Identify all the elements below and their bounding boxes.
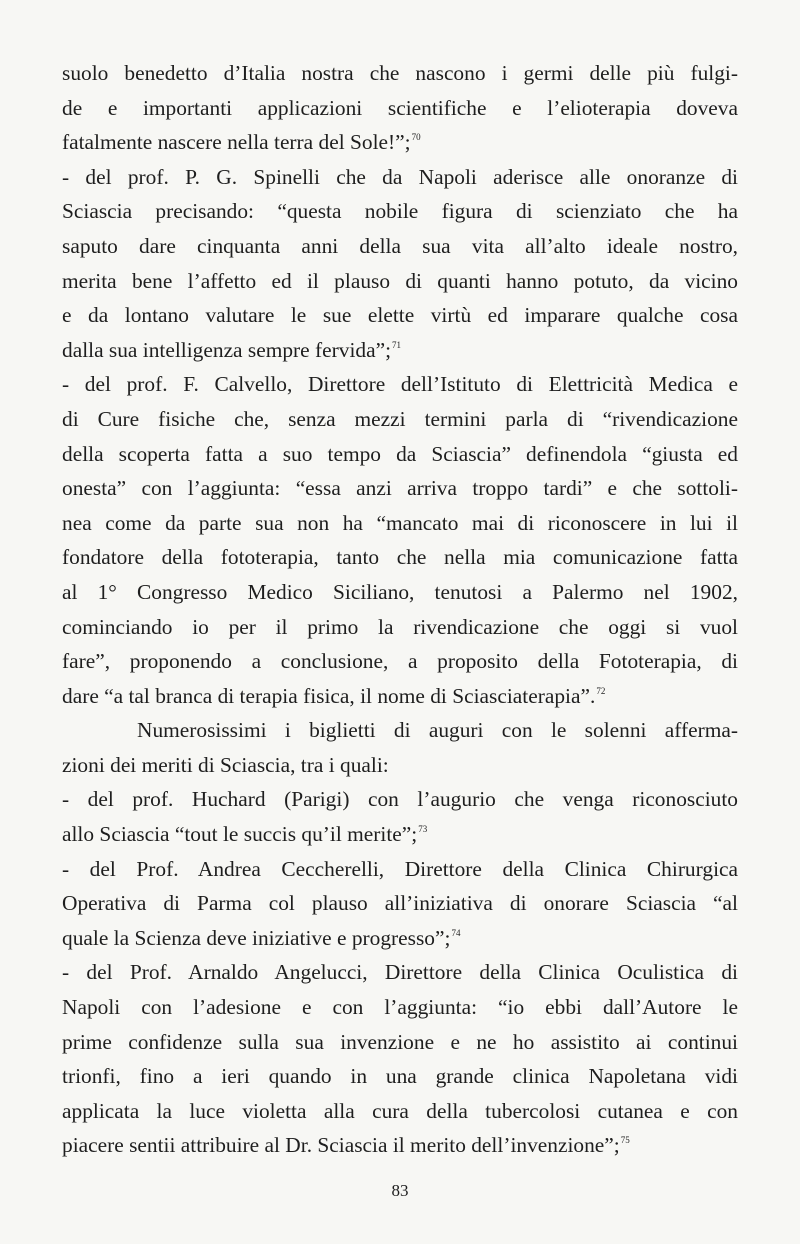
text-line	[62, 679, 738, 714]
footnote-ref: 71	[392, 339, 402, 350]
text-line	[62, 229, 738, 264]
line-text: saputo dare cinquanta anni della sua vita all’alto ideale nostro,	[62, 233, 738, 258]
text-line	[62, 644, 738, 679]
line-text: fare”, proponendo a conclusione, a proposito della Fototerapia, di	[62, 649, 738, 674]
line-text: fatalmente nascere nella terra del Sole!”;	[62, 130, 411, 155]
text-line	[62, 1128, 738, 1163]
line-text: de e importanti applicazioni scientifiche e l’elioterapia doveva	[62, 95, 738, 120]
line-text: di Cure fisiche che, senza mezzi termini parla di “rivendicazione	[62, 406, 738, 431]
text-line	[62, 56, 738, 91]
text-line	[62, 748, 738, 783]
line-text: onesta” con l’aggiunta: “essa anzi arriva troppo tardi” e che sottoli-	[62, 476, 738, 501]
text-line	[62, 1059, 738, 1094]
line-text: allo Sciascia “tout le succis qu’il merite”;	[62, 822, 418, 847]
text-line	[62, 1094, 738, 1129]
line-text: merita bene l’affetto ed il plauso di quanti hanno potuto, da vicino	[62, 268, 738, 293]
text-line	[62, 817, 738, 852]
line-text: applicata la luce violetta alla cura della tubercolosi cutanea e con	[62, 1098, 738, 1123]
line-text: trionfi, fino a ieri quando in una grande clinica Napoletana vidi	[62, 1064, 738, 1089]
text-line	[62, 298, 738, 333]
text-line	[62, 990, 738, 1025]
line-text: zioni dei meriti di Sciascia, tra i quali:	[62, 752, 389, 777]
text-line	[62, 125, 738, 160]
page-number: 83	[391, 1181, 409, 1200]
line-text: - del prof. F. Calvello, Direttore dell’Istituto di Elettricità Medica e	[62, 372, 738, 397]
text-line	[62, 194, 738, 229]
line-text: e da lontano valutare le sue elette virtù ed imparare qualche cosa	[62, 303, 738, 328]
line-text: suolo benedetto d’Italia nostra che nascono i germi delle più fulgi-	[62, 61, 738, 85]
line-text: prime confidenze sulla sua invenzione e ne ho assistito ai continui	[62, 1029, 738, 1054]
line-text: - del Prof. Arnaldo Angelucci, Direttore della Clinica Oculistica di	[62, 960, 738, 985]
text-line	[62, 437, 738, 472]
text-line	[62, 610, 738, 645]
line-text: piacere sentii attribuire al Dr. Sciascia il merito dell’invenzione”;	[62, 1133, 620, 1158]
text-line	[62, 713, 738, 748]
text-line	[62, 955, 738, 990]
footnote-ref: 73	[418, 824, 428, 835]
text-line	[62, 367, 738, 402]
line-text: dalla sua intelligenza sempre fervida”;	[62, 337, 392, 362]
text-line	[62, 1025, 738, 1060]
footnote-ref: 70	[411, 132, 421, 143]
line-text: - del prof. Huchard (Parigi) con l’augurio che venga riconosciuto	[62, 787, 738, 812]
line-text: - del prof. P. G. Spinelli che da Napoli aderisce alle onoranze di	[62, 164, 738, 189]
text-line	[62, 506, 738, 541]
line-text: quale la Scienza deve iniziative e progresso”;	[62, 925, 451, 950]
text-line	[62, 91, 738, 126]
text-line	[62, 264, 738, 299]
line-text: Napoli con l’adesione e con l’aggiunta: “io ebbi dall’Autore le	[62, 995, 738, 1020]
line-text: della scoperta fatta a suo tempo da Sciascia” definendola “giusta ed	[62, 441, 738, 466]
text-line	[62, 575, 738, 610]
line-text: fondatore della fototerapia, tanto che nella mia comunicazione fatta	[62, 545, 738, 570]
line-text: nea come da parte sua non ha “mancato mai di riconoscere in lui il	[62, 510, 738, 535]
line-text: dare “a tal branca di terapia fisica, il nome di Sciasciaterapia”.	[62, 683, 596, 708]
text-line	[62, 402, 738, 437]
line-text: - del Prof. Andrea Ceccherelli, Direttore della Clinica Chirurgica	[62, 856, 738, 881]
line-text: al 1° Congresso Medico Siciliano, tenutosi a Palermo nel 1902,	[62, 579, 738, 604]
text-line	[62, 886, 738, 921]
line-text: Operativa di Parma col plauso all’iniziativa di onorare Sciascia “al	[62, 891, 738, 916]
line-text: cominciando io per il primo la rivendicazione che oggi si vuol	[62, 614, 738, 639]
body-text	[62, 56, 738, 1163]
text-line	[62, 782, 738, 817]
text-line	[62, 160, 738, 195]
text-line	[62, 852, 738, 887]
line-text: Sciascia precisando: “questa nobile figura di scienziato che ha	[62, 199, 738, 224]
text-line	[62, 471, 738, 506]
text-line	[62, 921, 738, 956]
footnote-ref: 75	[620, 1135, 630, 1146]
text-line	[62, 333, 738, 368]
footnote-ref: 72	[596, 685, 606, 696]
footnote-ref: 74	[451, 927, 461, 938]
text-line	[62, 540, 738, 575]
line-text: Numerosissimi i biglietti di auguri con le solenni afferma-	[137, 718, 738, 743]
